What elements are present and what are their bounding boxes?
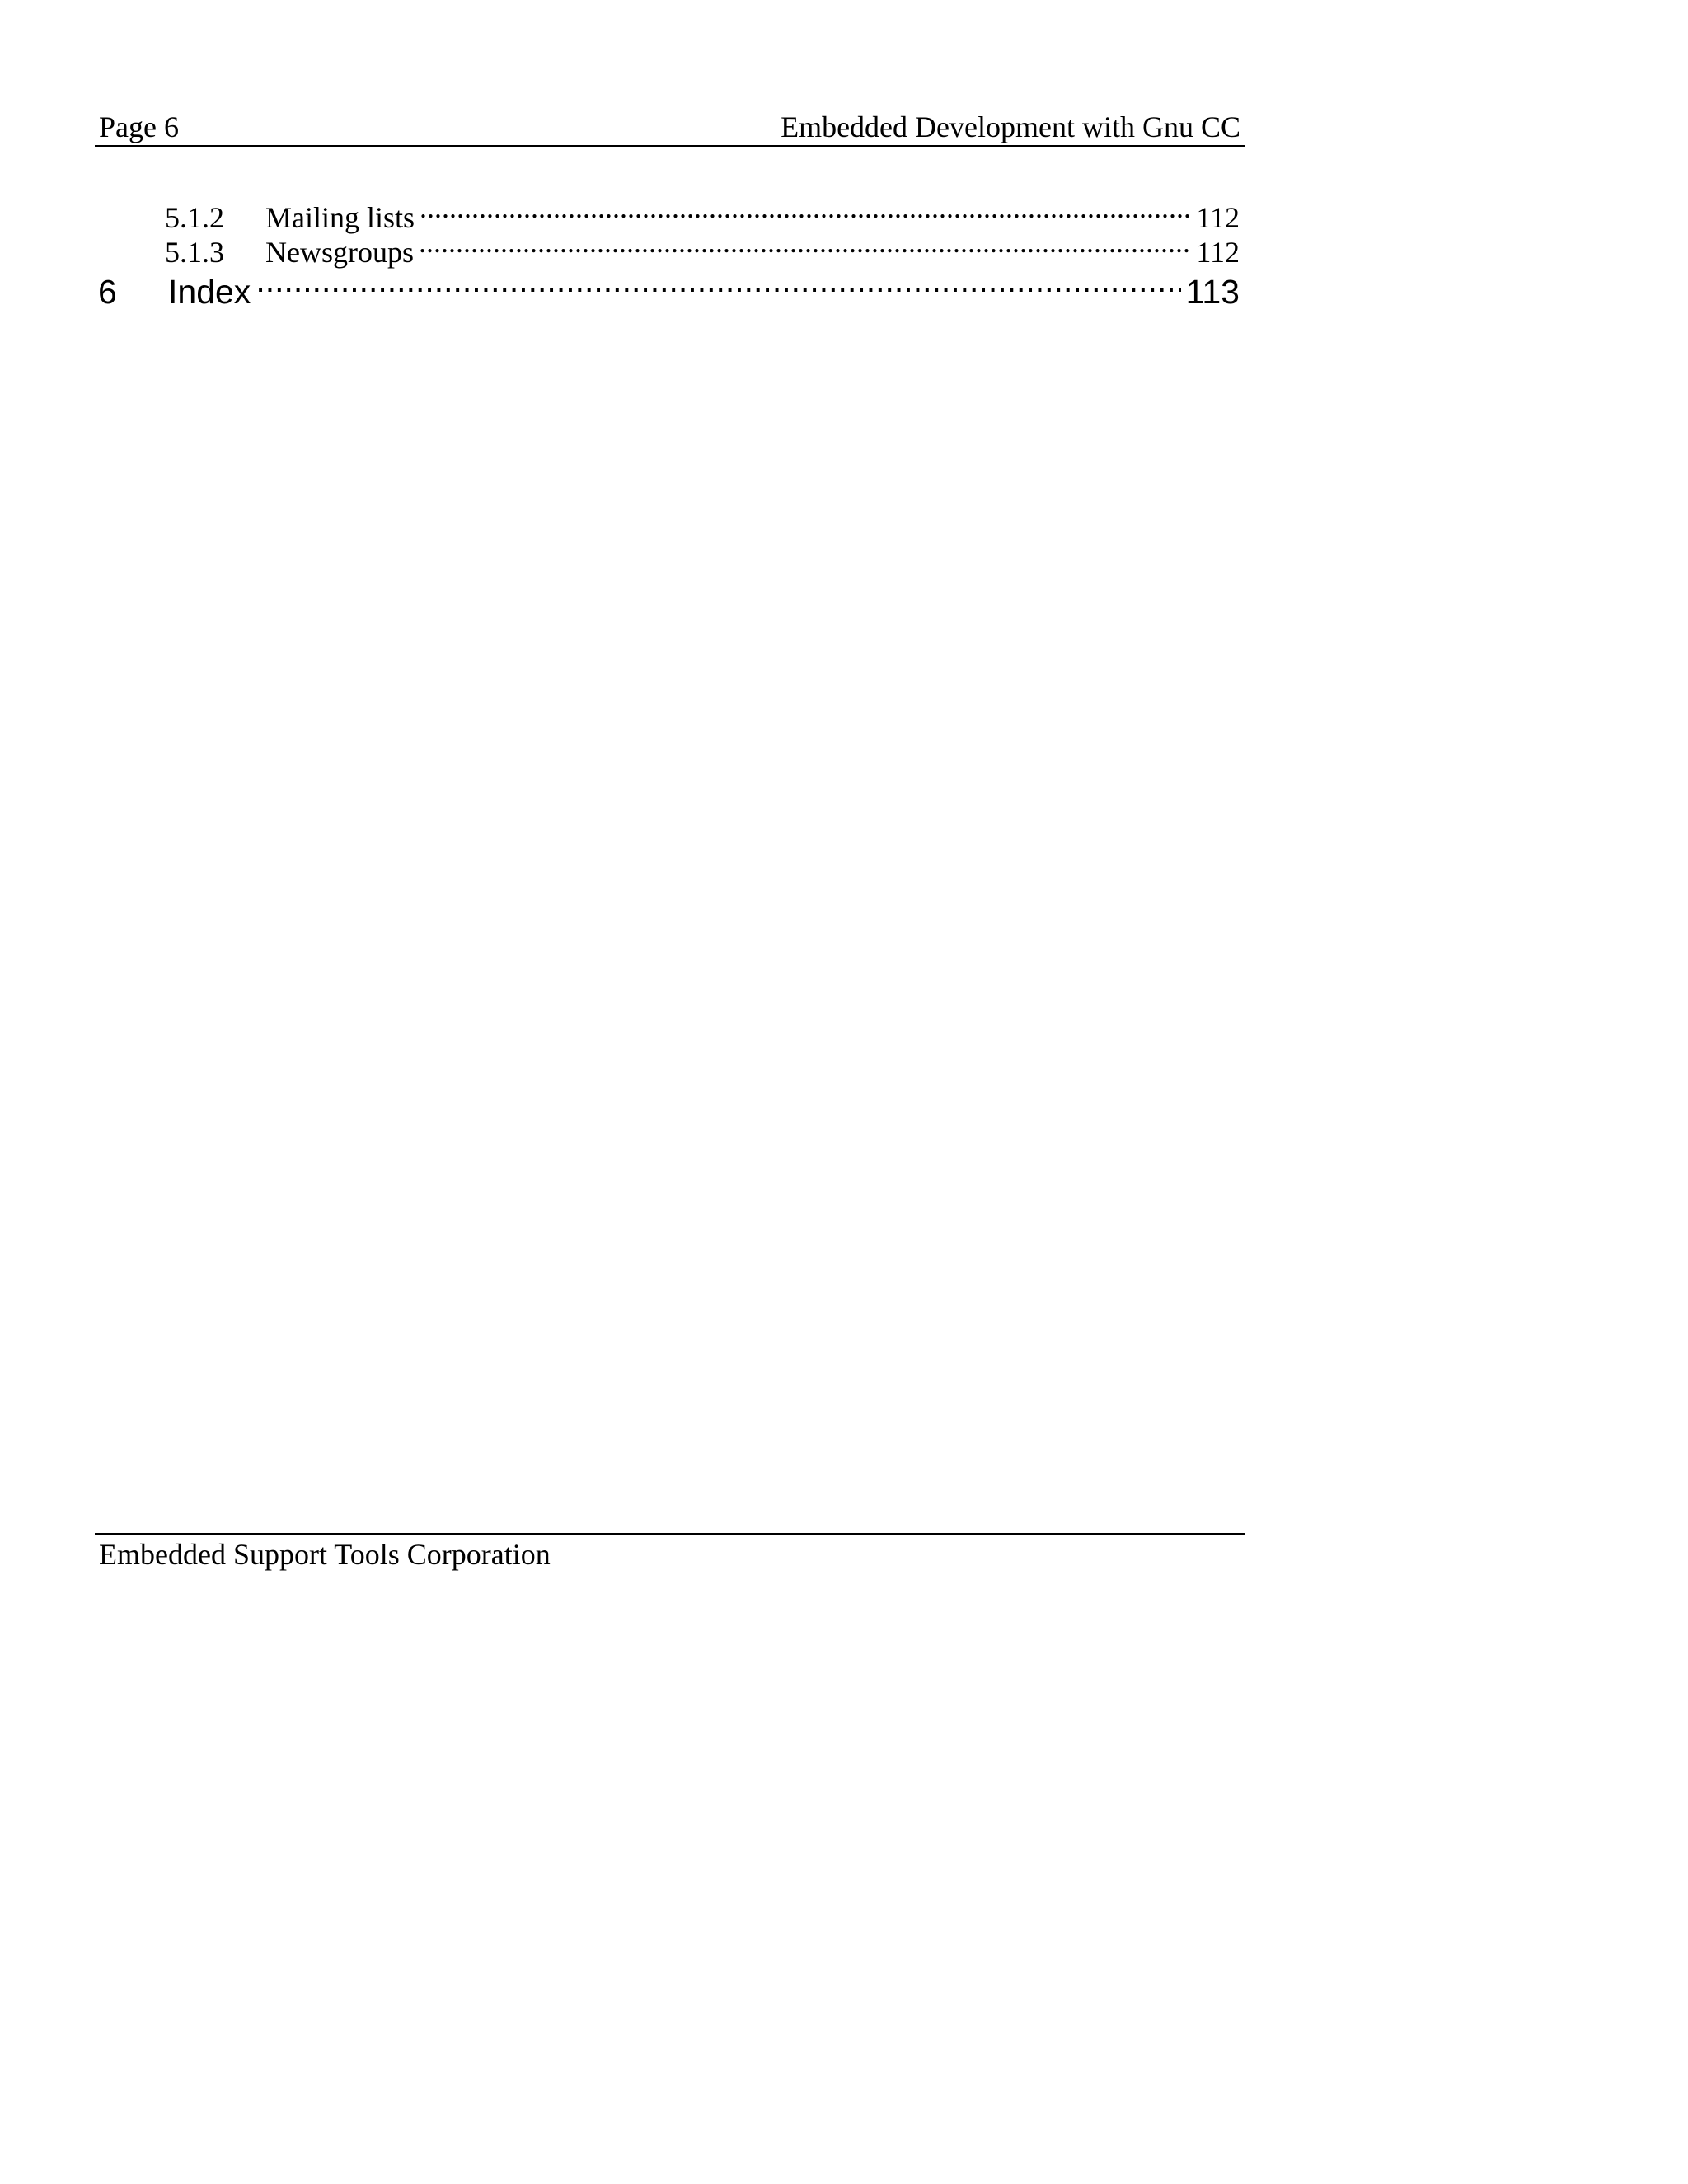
toc-entry-mailing-lists[interactable] [95,198,1245,232]
toc-entry-number: 5.1.2 [165,201,224,234]
toc-dot-leader [420,198,1191,227]
toc-dot-leader [256,269,1180,303]
footer-company-name: Embedded Support Tools Corporation [99,1538,551,1571]
table-of-contents [95,198,1245,315]
toc-entry-title: Newsgroups [265,236,414,269]
toc-entry-title: Index [168,273,251,311]
toc-entry-index[interactable] [95,269,1245,315]
toc-dot-leader [419,232,1191,262]
page-footer [95,1533,1245,1571]
page-number-label: Page 6 [99,110,179,143]
page-header [95,104,1245,147]
toc-entry-number: 6 [98,273,117,311]
toc-entry-title: Mailing lists [265,201,415,234]
toc-entry-page: 112 [1196,236,1240,269]
toc-entry-page: 112 [1196,201,1240,234]
toc-entry-newsgroups[interactable] [95,232,1245,267]
document-title: Embedded Development with Gnu CC [781,110,1240,143]
toc-entry-number: 5.1.3 [165,236,224,269]
toc-entry-page: 113 [1185,273,1240,311]
